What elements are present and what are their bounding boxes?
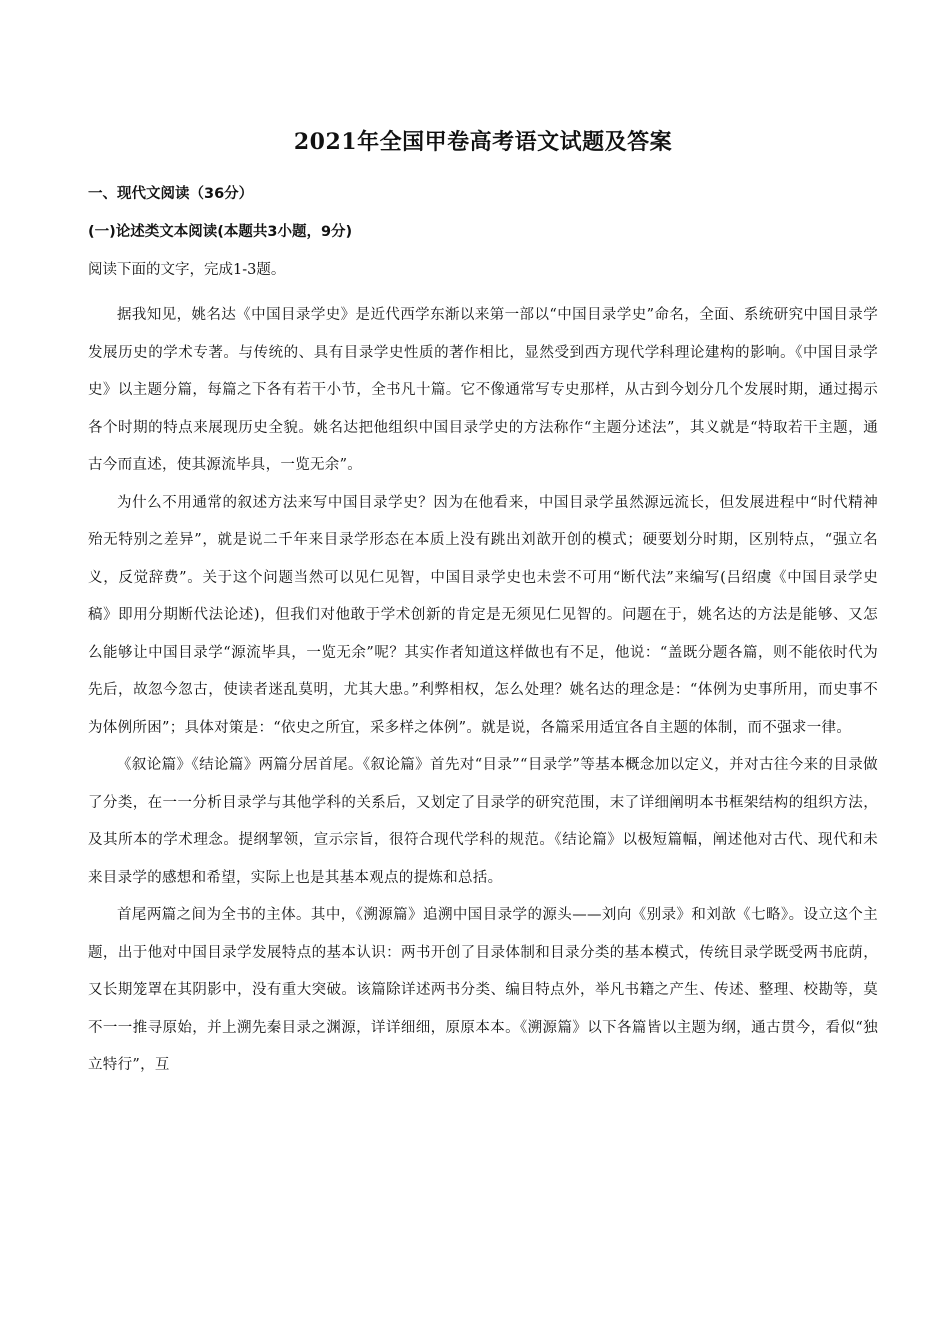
reading-instruction: 阅读下面的文字，完成1-3题。 [88,262,286,278]
document-title: 2021年全国甲卷高考语文试题及答案 [293,129,673,155]
paragraph-4: 首尾两篇之间为全书的主体。其中，《溯源篇》追溯中国目录学的源头——刘向《别录》和刘歆《七略》。设立这个主题，出于他对中国目录学发展特点的基本认识：两书开创了目录体制和目录分类的基本模式，传统目录学既受两书庇荫，又长期笼罩在其阴影中，没有重大突破。该篇除详述两书分类、编目特点外，举凡书籍之产生、传述、整理、校勘等，莫不一一推寻原始，并上溯先秦目录之渊源，详详细细，原原本本。《溯源篇》以下各篇皆以主题为纲，通古贯今，看似“独立特行”，互 [88,907,878,1073]
paragraph-1: 据我知见，姚名达《中国目录学史》是近代西学东渐以来第一部以“中国目录学史”命名，全面、系统研究中国目录学发展历史的学术专著。与传统的、具有目录学史性质的著作相比，显然受到西方现代学科理论建构的影响。《中国目录学史》以主题分篇，每篇之下各有若干小节，全书凡十篇。它不像通常写专史那样，从古到今划分几个发展时期，通过揭示各个时期的特点来展现历史全貌。姚名达把他组织中国目录学史的方法称作“主题分述法”，其义就是“特取若干主题，通古今而直述，使其源流毕具，一览无余”。 [88,307,878,473]
subsection-heading: (一)论述类文本阅读(本题共3小题，9分) [88,224,353,240]
paragraph-3: 《叙论篇》《结论篇》两篇分居首尾。《叙论篇》首先对“目录”“目录学”等基本概念加以定义，并对古往今来的目录做了分类，在一一分析目录学与其他学科的关系后，又划定了目录学的研究范围，末了详细阐明本书框架结构的组织方法，及其所本的学术理念。提纲挈领，宣示宗旨，很符合现代学科的规范。《结论篇》以极短篇幅，阐述他对古代、现代和未来目录学的感想和希望，实际上也是其基本观点的提炼和总括。 [88,757,878,886]
section-heading: 一、现代文阅读（36分） [88,186,254,202]
paragraph-2: 为什么不用通常的叙述方法来写中国目录学史？因为在他看来，中国目录学虽然源远流长，但发展进程中“时代精神殆无特别之差异”，就是说二千年来目录学形态在本质上没有跳出刘歆开创的模式；硬要划分时期，区别特点，“强立名义，反觉辞费”。关于这个问题当然可以见仁见智，中国目录学史也未尝不可用“断代法”来编写(吕绍虞《中国目录学史稿》即用分期断代法论述)，但我们对他敢于学术创新的肯定是无须见仁见智的。问题在于，姚名达的方法是能够、又怎么能够让中国目录学“源流毕具，一览无余”呢？其实作者知道这样做也有不足，他说：“盖既分题各篇，则不能依时代为先后，故忽今忽古，使读者迷乱莫明，尤其大患。”利弊相权，怎么处理？姚名达的理念是：“体例为史事所用，而史事不为体例所困”；具体对策是：“依史之所宜，采多样之体例”。就是说，各篇采用适宜各自主题的体制，而不强求一律。 [88,494,878,736]
